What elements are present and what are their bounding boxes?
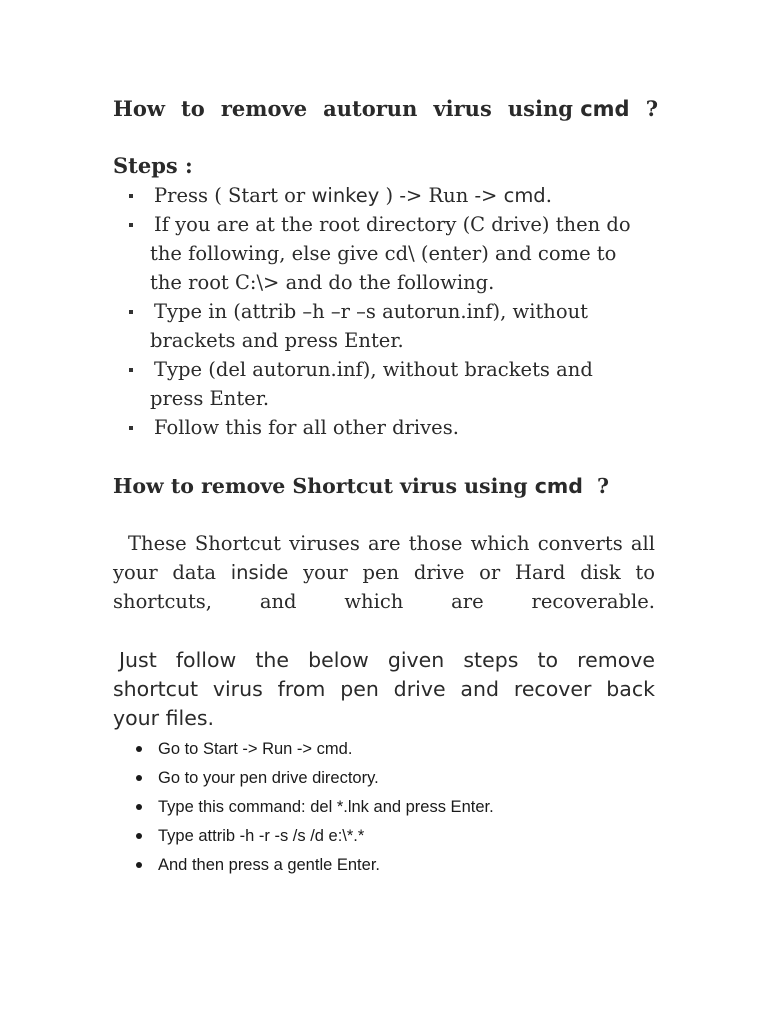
heading-word: remove — [220, 96, 308, 121]
paragraph-description — [113, 529, 655, 616]
step-line: the root C:\> and do the following. — [150, 271, 495, 294]
list-item — [128, 413, 648, 442]
heading-cmd: cmd — [580, 97, 630, 121]
list-item — [128, 297, 648, 355]
paragraph-text: your data — [113, 561, 231, 584]
paragraph-text: your pen drive or Hard disk to — [288, 561, 655, 584]
list-item — [128, 210, 648, 297]
paragraph-text-inside: inside — [230, 561, 289, 584]
paragraph-line: shortcuts, and which are recoverable. — [113, 590, 655, 613]
step-line: Type (del autorun.inf), without brackets and — [154, 358, 593, 381]
steps-label: Steps : — [113, 153, 193, 178]
heading-text: How to remove Shortcut virus using — [113, 474, 535, 498]
step-line: Type in (attrib –h –r –s autorun.inf), without — [154, 300, 588, 323]
list-item: Go to your pen drive directory. — [133, 764, 653, 793]
heading-autorun — [113, 94, 658, 124]
step-line: brackets and press Enter. — [150, 329, 404, 352]
paragraph-line — [113, 558, 655, 587]
heading-question-mark: ? — [645, 96, 658, 121]
heading-word: autorun — [323, 96, 418, 121]
list-item: Go to Start -> Run -> cmd. — [133, 735, 653, 764]
list-item: Type this command: del *.lnk and press Enter. — [133, 793, 653, 822]
step-text: . — [545, 184, 552, 207]
paragraph-line: your files. — [113, 706, 215, 730]
step-text: ) -> Run -> — [379, 184, 504, 207]
paragraph-line: These Shortcut viruses are those which converts all — [128, 532, 655, 555]
steps-list — [128, 181, 648, 442]
heading-word: to — [181, 96, 205, 121]
list-item — [128, 355, 648, 413]
step-text: Press ( Start or — [154, 184, 312, 207]
paragraph-instructions — [113, 646, 655, 733]
list-item — [128, 181, 648, 210]
step-text-winkey: winkey — [311, 184, 380, 207]
list-item: Type attrib -h -r -s /s /d e:\*.* — [133, 822, 653, 851]
heading-word: How — [113, 96, 165, 121]
step-line: the following, else give cd\ (enter) and come to — [150, 242, 617, 265]
heading-word: virus — [433, 96, 492, 121]
paragraph-line: Just follow the below given steps to remove — [119, 648, 655, 672]
heading-word-group — [508, 94, 630, 124]
shortcut-steps-list — [133, 735, 653, 880]
list-item: And then press a gentle Enter. — [133, 851, 653, 880]
step-line: press Enter. — [150, 387, 270, 410]
heading-question-mark: ? — [596, 474, 609, 498]
step-text-cmd: cmd — [503, 184, 546, 207]
heading-word: using — [507, 96, 573, 121]
paragraph-line: shortcut virus from pen drive and recover back — [113, 677, 655, 701]
heading-cmd: cmd — [534, 474, 583, 498]
step-line: Follow this for all other drives. — [154, 416, 459, 439]
heading-shortcut — [113, 471, 609, 501]
step-line: If you are at the root directory (C drive) then do — [154, 213, 631, 236]
